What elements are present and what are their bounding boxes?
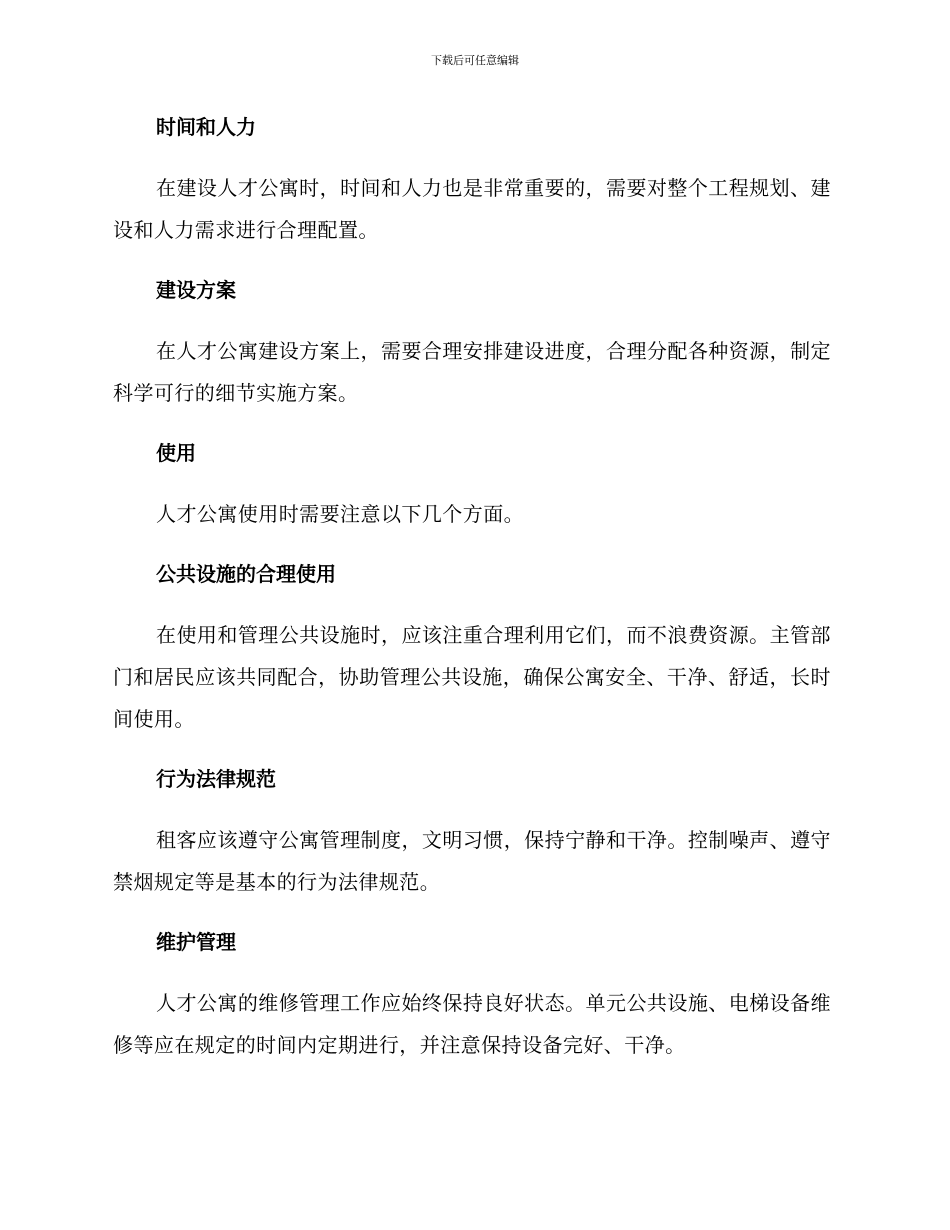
- section-heading: 使用: [156, 441, 196, 465]
- section-heading: 建设方案: [156, 278, 236, 302]
- section-paragraph: 人才公寓使用时需要注意以下几个方面。: [156, 502, 525, 526]
- section-paragraph: 在人才公寓建设方案上，需要合理安排建设进度，合理分配各种资源，制定科学可行的细节实施方案。: [113, 339, 831, 405]
- section-conduct-rules: [113, 764, 831, 903]
- section-heading: 时间和人力: [156, 115, 256, 139]
- section-heading: 行为法律规范: [156, 767, 276, 791]
- section-heading: 公共设施的合理使用: [156, 562, 336, 586]
- section-paragraph: 在使用和管理公共设施时，应该注重合理利用它们，而不浪费资源。主管部门和居民应该共同配合，协助管理公共设施，确保公寓安全、干净、舒适，长时间使用。: [113, 623, 831, 731]
- page-header: 下载后可任意编辑: [431, 54, 519, 67]
- section-paragraph: 人才公寓的维修管理工作应始终保持良好状态。单元公共设施、电梯设备维修等应在规定的时间内定期进行，并注意保持设备完好、干净。: [113, 991, 831, 1057]
- section-paragraph: 在建设人才公寓时，时间和人力也是非常重要的，需要对整个工程规划、建设和人力需求进行合理配置。: [113, 176, 831, 242]
- section-construction-plan: [113, 275, 831, 414]
- document-body: [113, 112, 831, 1090]
- section-public-facilities: [113, 559, 831, 740]
- section-usage: [113, 438, 831, 535]
- section-heading: 维护管理: [156, 930, 236, 954]
- section-time-and-manpower: [113, 112, 831, 251]
- section-paragraph: 租客应该遵守公寓管理制度，文明习惯，保持宁静和干净。控制噪声、遵守禁烟规定等是基本的行为法律规范。: [113, 828, 831, 894]
- section-maintenance: [113, 927, 831, 1066]
